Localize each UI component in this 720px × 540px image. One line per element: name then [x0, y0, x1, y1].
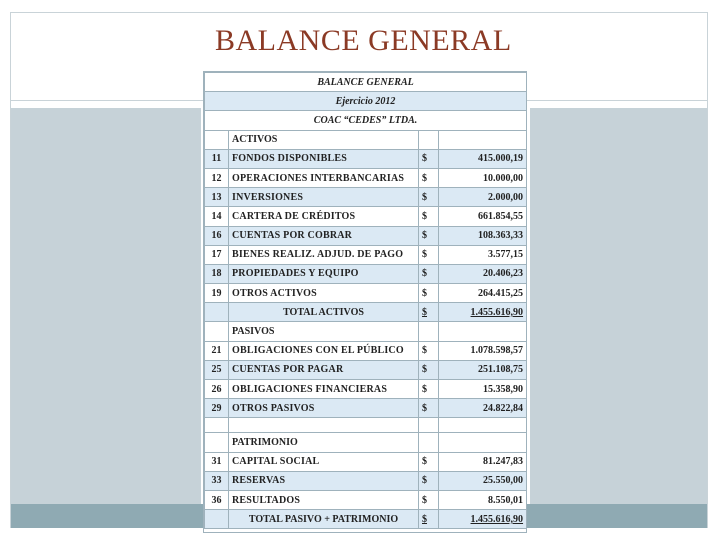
account-name: CAPITAL SOCIAL [229, 452, 419, 471]
currency-symbol: $ [419, 168, 439, 187]
left-decor-band [11, 108, 201, 528]
section-activos-label: ACTIVOS [229, 130, 419, 149]
account-name: CARTERA DE CRÉDITOS [229, 207, 419, 226]
account-code: 13 [205, 188, 229, 207]
table-row [205, 188, 527, 207]
account-code: 19 [205, 284, 229, 303]
table-row [205, 380, 527, 399]
account-amount: 8.550,01 [439, 490, 527, 509]
table-row [205, 245, 527, 264]
account-amount: 20.406,23 [439, 264, 527, 283]
table-row [205, 490, 527, 509]
account-code: 17 [205, 245, 229, 264]
sheet-year [205, 92, 527, 111]
balance-sheet-image [203, 71, 527, 533]
account-name: OBLIGACIONES FINANCIERAS [229, 380, 419, 399]
table-row [205, 226, 527, 245]
table-row [205, 471, 527, 490]
account-name: RESULTADOS [229, 490, 419, 509]
currency-symbol: $ [419, 471, 439, 490]
table-row [205, 452, 527, 471]
account-amount: 81.247,83 [439, 452, 527, 471]
currency-symbol: $ [419, 380, 439, 399]
account-code: 12 [205, 168, 229, 187]
currency-symbol: $ [419, 284, 439, 303]
account-code: 31 [205, 452, 229, 471]
total-activos-label: TOTAL ACTIVOS [229, 303, 419, 322]
section-pasivos-label: PASIVOS [229, 322, 419, 341]
account-name: RESERVAS [229, 471, 419, 490]
sheet-company-cell: COAC “CEDES” LTDA. [205, 111, 527, 130]
account-code: 18 [205, 264, 229, 283]
account-code: 36 [205, 490, 229, 509]
table-row [205, 399, 527, 418]
table-row [205, 149, 527, 168]
sheet-title-cell: BALANCE GENERAL [205, 73, 527, 92]
currency-symbol: $ [419, 264, 439, 283]
account-code: 21 [205, 341, 229, 360]
account-name: INVERSIONES [229, 188, 419, 207]
slide-title: BALANCE GENERAL [215, 24, 512, 57]
section-patrimonio-label: PATRIMONIO [229, 433, 419, 452]
account-amount: 10.000,00 [439, 168, 527, 187]
account-code: 11 [205, 149, 229, 168]
account-name: PROPIEDADES Y EQUIPO [229, 264, 419, 283]
currency-symbol: $ [419, 341, 439, 360]
account-amount: 15.358,90 [439, 380, 527, 399]
account-code: 26 [205, 380, 229, 399]
sheet-year-cell: Ejercicio 2012 [205, 92, 527, 111]
section-patrimonio [205, 433, 527, 452]
account-name: CUENTAS POR COBRAR [229, 226, 419, 245]
table-row [205, 284, 527, 303]
currency-symbol: $ [419, 490, 439, 509]
sheet-company [205, 111, 527, 130]
currency-symbol: $ [419, 188, 439, 207]
table-row [205, 207, 527, 226]
section-activos [205, 130, 527, 149]
currency-symbol: $ [419, 149, 439, 168]
account-amount: 108.363,33 [439, 226, 527, 245]
currency-symbol: $ [419, 399, 439, 418]
currency-symbol: $ [419, 207, 439, 226]
currency-symbol: $ [419, 452, 439, 471]
balance-table [204, 72, 527, 529]
account-amount: 3.577,15 [439, 245, 527, 264]
account-code: 14 [205, 207, 229, 226]
total-activos-amount: 1.455.616,90 [439, 303, 527, 322]
account-amount: 661.854,55 [439, 207, 527, 226]
account-code: 29 [205, 399, 229, 418]
right-decor-band [530, 108, 707, 528]
total-pasivo-patrimonio-label: TOTAL PASIVO + PATRIMONIO [229, 510, 419, 529]
account-name: CUENTAS POR PAGAR [229, 360, 419, 379]
account-name: FONDOS DISPONIBLES [229, 149, 419, 168]
currency-symbol: $ [419, 510, 439, 529]
currency-symbol: $ [419, 360, 439, 379]
total-activos [205, 303, 527, 322]
account-amount: 415.000,19 [439, 149, 527, 168]
total-pasivo-patrimonio-amount: 1.455.616,90 [439, 510, 527, 529]
account-name: OBLIGACIONES CON EL PÚBLICO [229, 341, 419, 360]
table-row [205, 264, 527, 283]
currency-symbol: $ [419, 303, 439, 322]
currency-symbol: $ [419, 226, 439, 245]
table-row [205, 168, 527, 187]
account-code: 16 [205, 226, 229, 245]
account-amount: 1.078.598,57 [439, 341, 527, 360]
currency-symbol: $ [419, 245, 439, 264]
table-row [205, 360, 527, 379]
total-pasivo-patrimonio [205, 510, 527, 529]
section-pasivos [205, 322, 527, 341]
account-amount: 2.000,00 [439, 188, 527, 207]
account-amount: 24.822,84 [439, 399, 527, 418]
account-code: 25 [205, 360, 229, 379]
table-row [205, 341, 527, 360]
account-name: OPERACIONES INTERBANCARIAS [229, 168, 419, 187]
sheet-title [205, 73, 527, 92]
account-amount: 25.550,00 [439, 471, 527, 490]
account-name: OTROS PASIVOS [229, 399, 419, 418]
account-amount: 251.108,75 [439, 360, 527, 379]
account-name: OTROS ACTIVOS [229, 284, 419, 303]
spacer-row [205, 418, 527, 433]
account-amount: 264.415,25 [439, 284, 527, 303]
account-code: 33 [205, 471, 229, 490]
account-name: BIENES REALIZ. ADJUD. DE PAGO [229, 245, 419, 264]
